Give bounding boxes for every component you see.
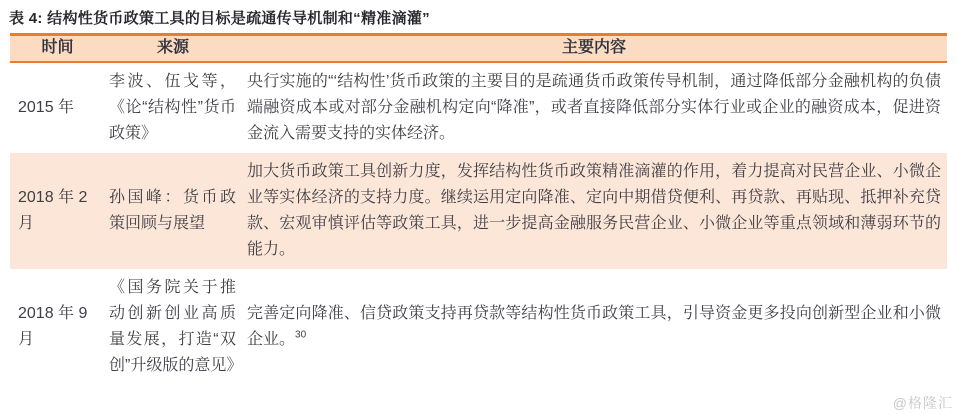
content-cell: 央行实施的“‘结构性’货币政策的主要目的是疏通货币政策传导机制，通过降低部分金融机构的负债端融资成本或对部分金融机构定向“降准”，或者直接降低部分实体行业或企业的融资成本，促进资金流入需要支持的实体经济。	[247, 73, 941, 142]
time-cell: 2018 年 9 月	[18, 305, 88, 348]
content-cell	[241, 269, 947, 385]
header-cell-content: 主要内容	[241, 35, 947, 63]
table-row	[10, 62, 947, 153]
source-cell: 孙国峰：货币政策回顾与展望	[105, 153, 241, 269]
content-cell: 加大货币政策工具创新力度，发挥结构性货币政策精准滴灌的作用，着力提高对民营企业、小微企业等实体经济的支持力度。继续运用定向降准、定向中期借贷便利、再贷款、再贴现、抵押补充贷款、宏观审慎评估等政策工具，进一步提高金融服务民营企业、小微企业等重点领域和薄弱环节的能力。	[241, 153, 947, 269]
footnote-superscript: 30	[295, 329, 307, 341]
source-cell: 《国务院关于推动创新创业高质量发展，打造“双创”升级版的意见》	[109, 279, 243, 374]
watermark: @格隆汇	[892, 395, 953, 411]
table-title: 表 4: 结构性货币政策工具的目标是疏通传导机制和“精准滴灌”	[9, 10, 430, 27]
policy-table	[10, 33, 947, 385]
time-cell: 2018 年 2 月	[10, 153, 105, 269]
header-row	[10, 35, 947, 63]
table-row	[10, 153, 947, 269]
table-row	[10, 269, 947, 385]
content-text: 完善定向降准、信贷政策支持再贷款等结构性货币政策工具，引导资金更多投向创新型企业和小微企业。	[247, 305, 941, 348]
source-cell: 李波、伍戈等，《论“结构性”货币政策》	[109, 73, 236, 142]
time-cell: 2015 年	[18, 99, 75, 116]
header-cell-source: 来源	[105, 35, 241, 63]
header-cell-time: 时间	[10, 35, 105, 63]
